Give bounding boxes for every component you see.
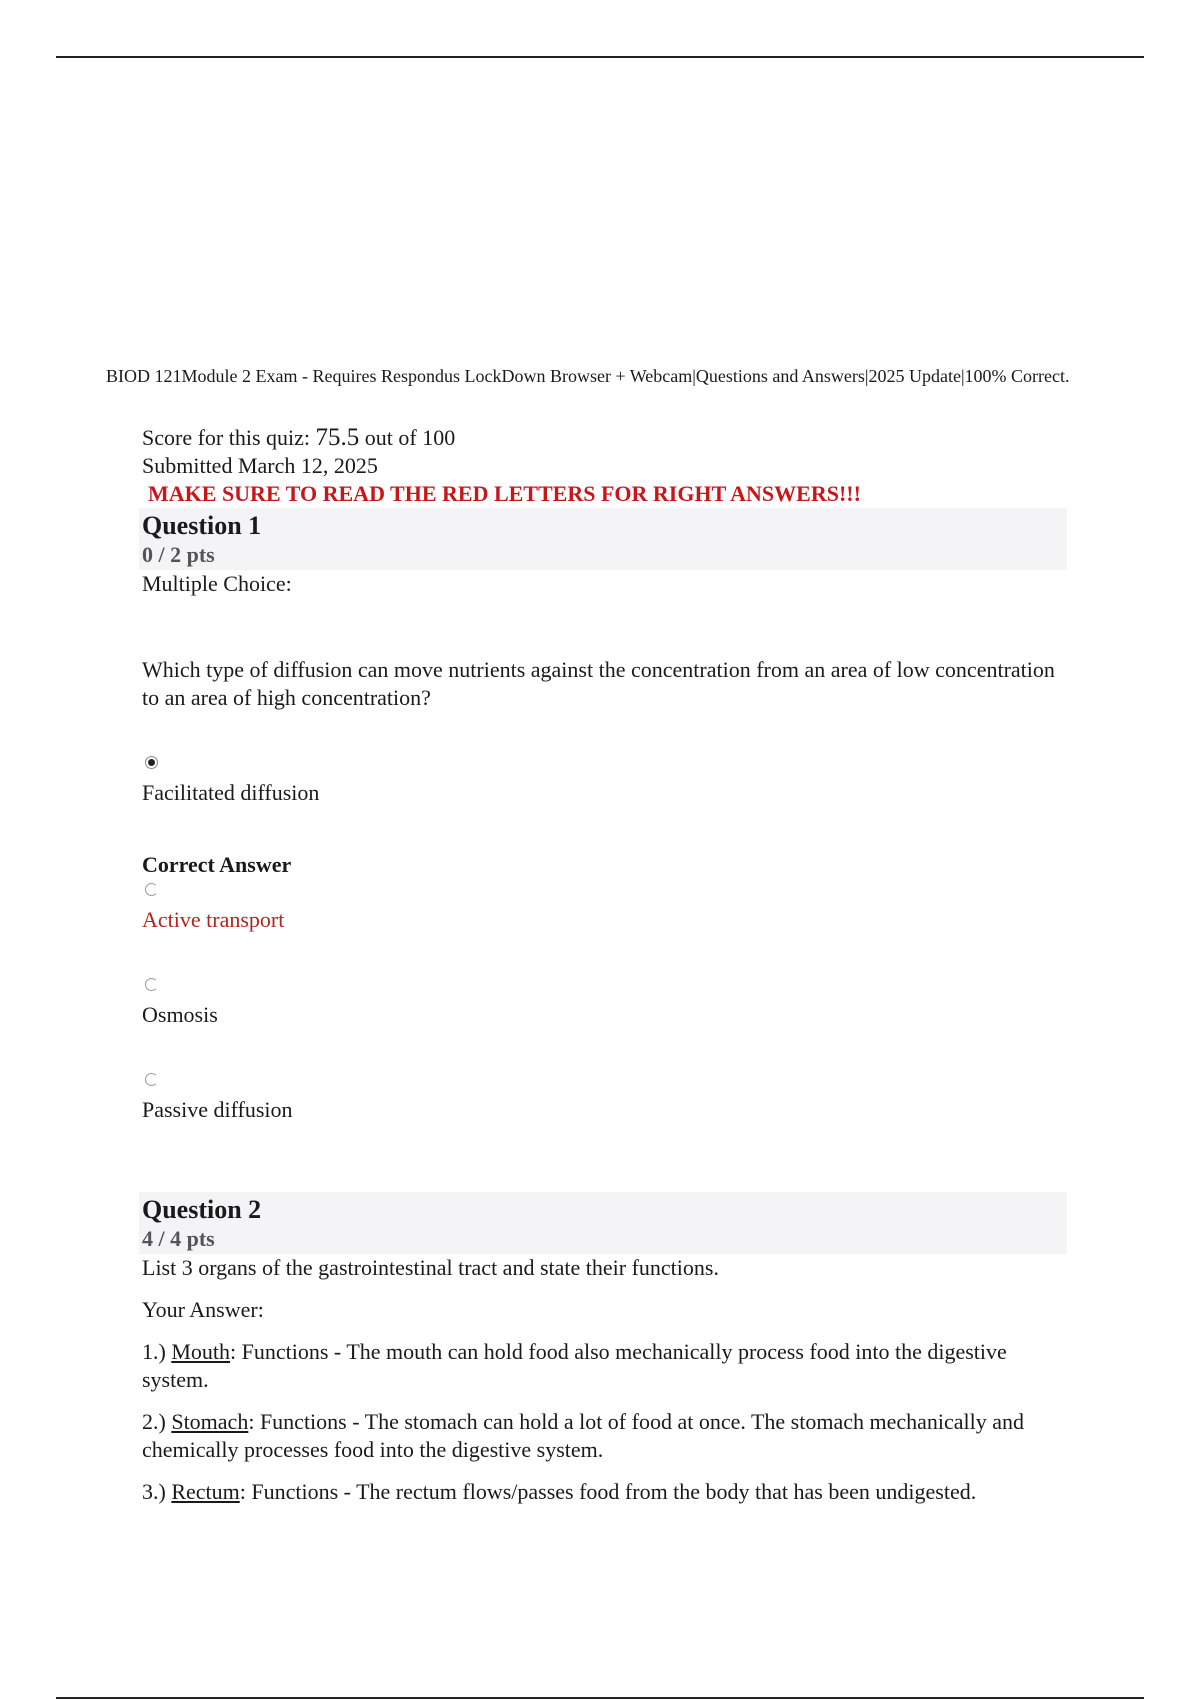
answer-organ: Rectum	[171, 1479, 240, 1504]
question-2-prompt: List 3 organs of the gastrointestinal tract and state their functions.	[142, 1255, 719, 1280]
option-label: Passive diffusion	[142, 1097, 293, 1122]
answer-organ: Mouth	[171, 1339, 231, 1364]
question-2-points: 4 / 4 pts	[142, 1226, 215, 1251]
answer-text: : Functions - The rectum flows/passes food from the body that has been undigested.	[239, 1479, 977, 1504]
question-1-title: Question 1	[142, 511, 262, 540]
question-2-header	[139, 1192, 1067, 1254]
score-line	[142, 424, 1064, 452]
red-notice: MAKE SURE TO READ THE RED LETTERS FOR RIGHT ANSWERS!!!	[148, 481, 861, 506]
question-1-type: Multiple Choice:	[142, 571, 292, 596]
option-passive-diffusion[interactable]	[142, 1073, 1064, 1124]
answer-item	[142, 1478, 1064, 1506]
bottom-rule	[56, 1697, 1144, 1699]
your-answer-label: Your Answer:	[142, 1297, 264, 1322]
document-title: BIOD 121Module 2 Exam - Requires Respondus LockDown Browser + Webcam|Questions and Answers|2025 Update|100% Correct.	[106, 366, 1070, 386]
correct-answer-heading: Correct Answer	[142, 852, 292, 877]
quiz-content	[142, 424, 1064, 1506]
submitted-date: Submitted March 12, 2025	[142, 453, 378, 478]
score-prefix: Score for this quiz:	[142, 425, 316, 450]
answer-item	[142, 1408, 1064, 1464]
top-rule	[56, 56, 1144, 58]
question-1-points: 0 / 2 pts	[142, 542, 215, 567]
question-2-title: Question 2	[142, 1195, 262, 1224]
radio-unselected-icon[interactable]	[145, 978, 158, 991]
option-label-correct: Active transport	[142, 907, 285, 932]
answer-text: : Functions - The stomach can hold a lot of food at once. The stomach mechanically and chemically processes food into the digestive system.	[142, 1409, 1025, 1462]
radio-unselected-icon[interactable]	[145, 1073, 158, 1086]
answer-number: 1.)	[142, 1339, 172, 1364]
question-1-text: Which type of diffusion can move nutrients against the concentration from an area of low concentration to an area of high concentration?	[142, 657, 1055, 710]
option-active-transport[interactable]	[142, 883, 1064, 934]
radio-selected-icon[interactable]	[145, 756, 158, 769]
answer-text: : Functions - The mouth can hold food also mechanically process food into the digestive system.	[142, 1339, 1007, 1392]
option-label: Osmosis	[142, 1002, 218, 1027]
answer-number: 2.)	[142, 1409, 172, 1434]
answer-organ: Stomach	[171, 1409, 249, 1434]
answer-number: 3.)	[142, 1479, 172, 1504]
option-label: Facilitated diffusion	[142, 780, 320, 805]
answer-item	[142, 1338, 1064, 1394]
option-facilitated-diffusion[interactable]	[142, 756, 1064, 807]
score-value: 75.5	[315, 424, 360, 451]
radio-unselected-icon[interactable]	[145, 883, 158, 896]
score-suffix: out of 100	[359, 425, 456, 450]
question-1-header	[139, 508, 1067, 570]
option-osmosis[interactable]	[142, 978, 1064, 1029]
